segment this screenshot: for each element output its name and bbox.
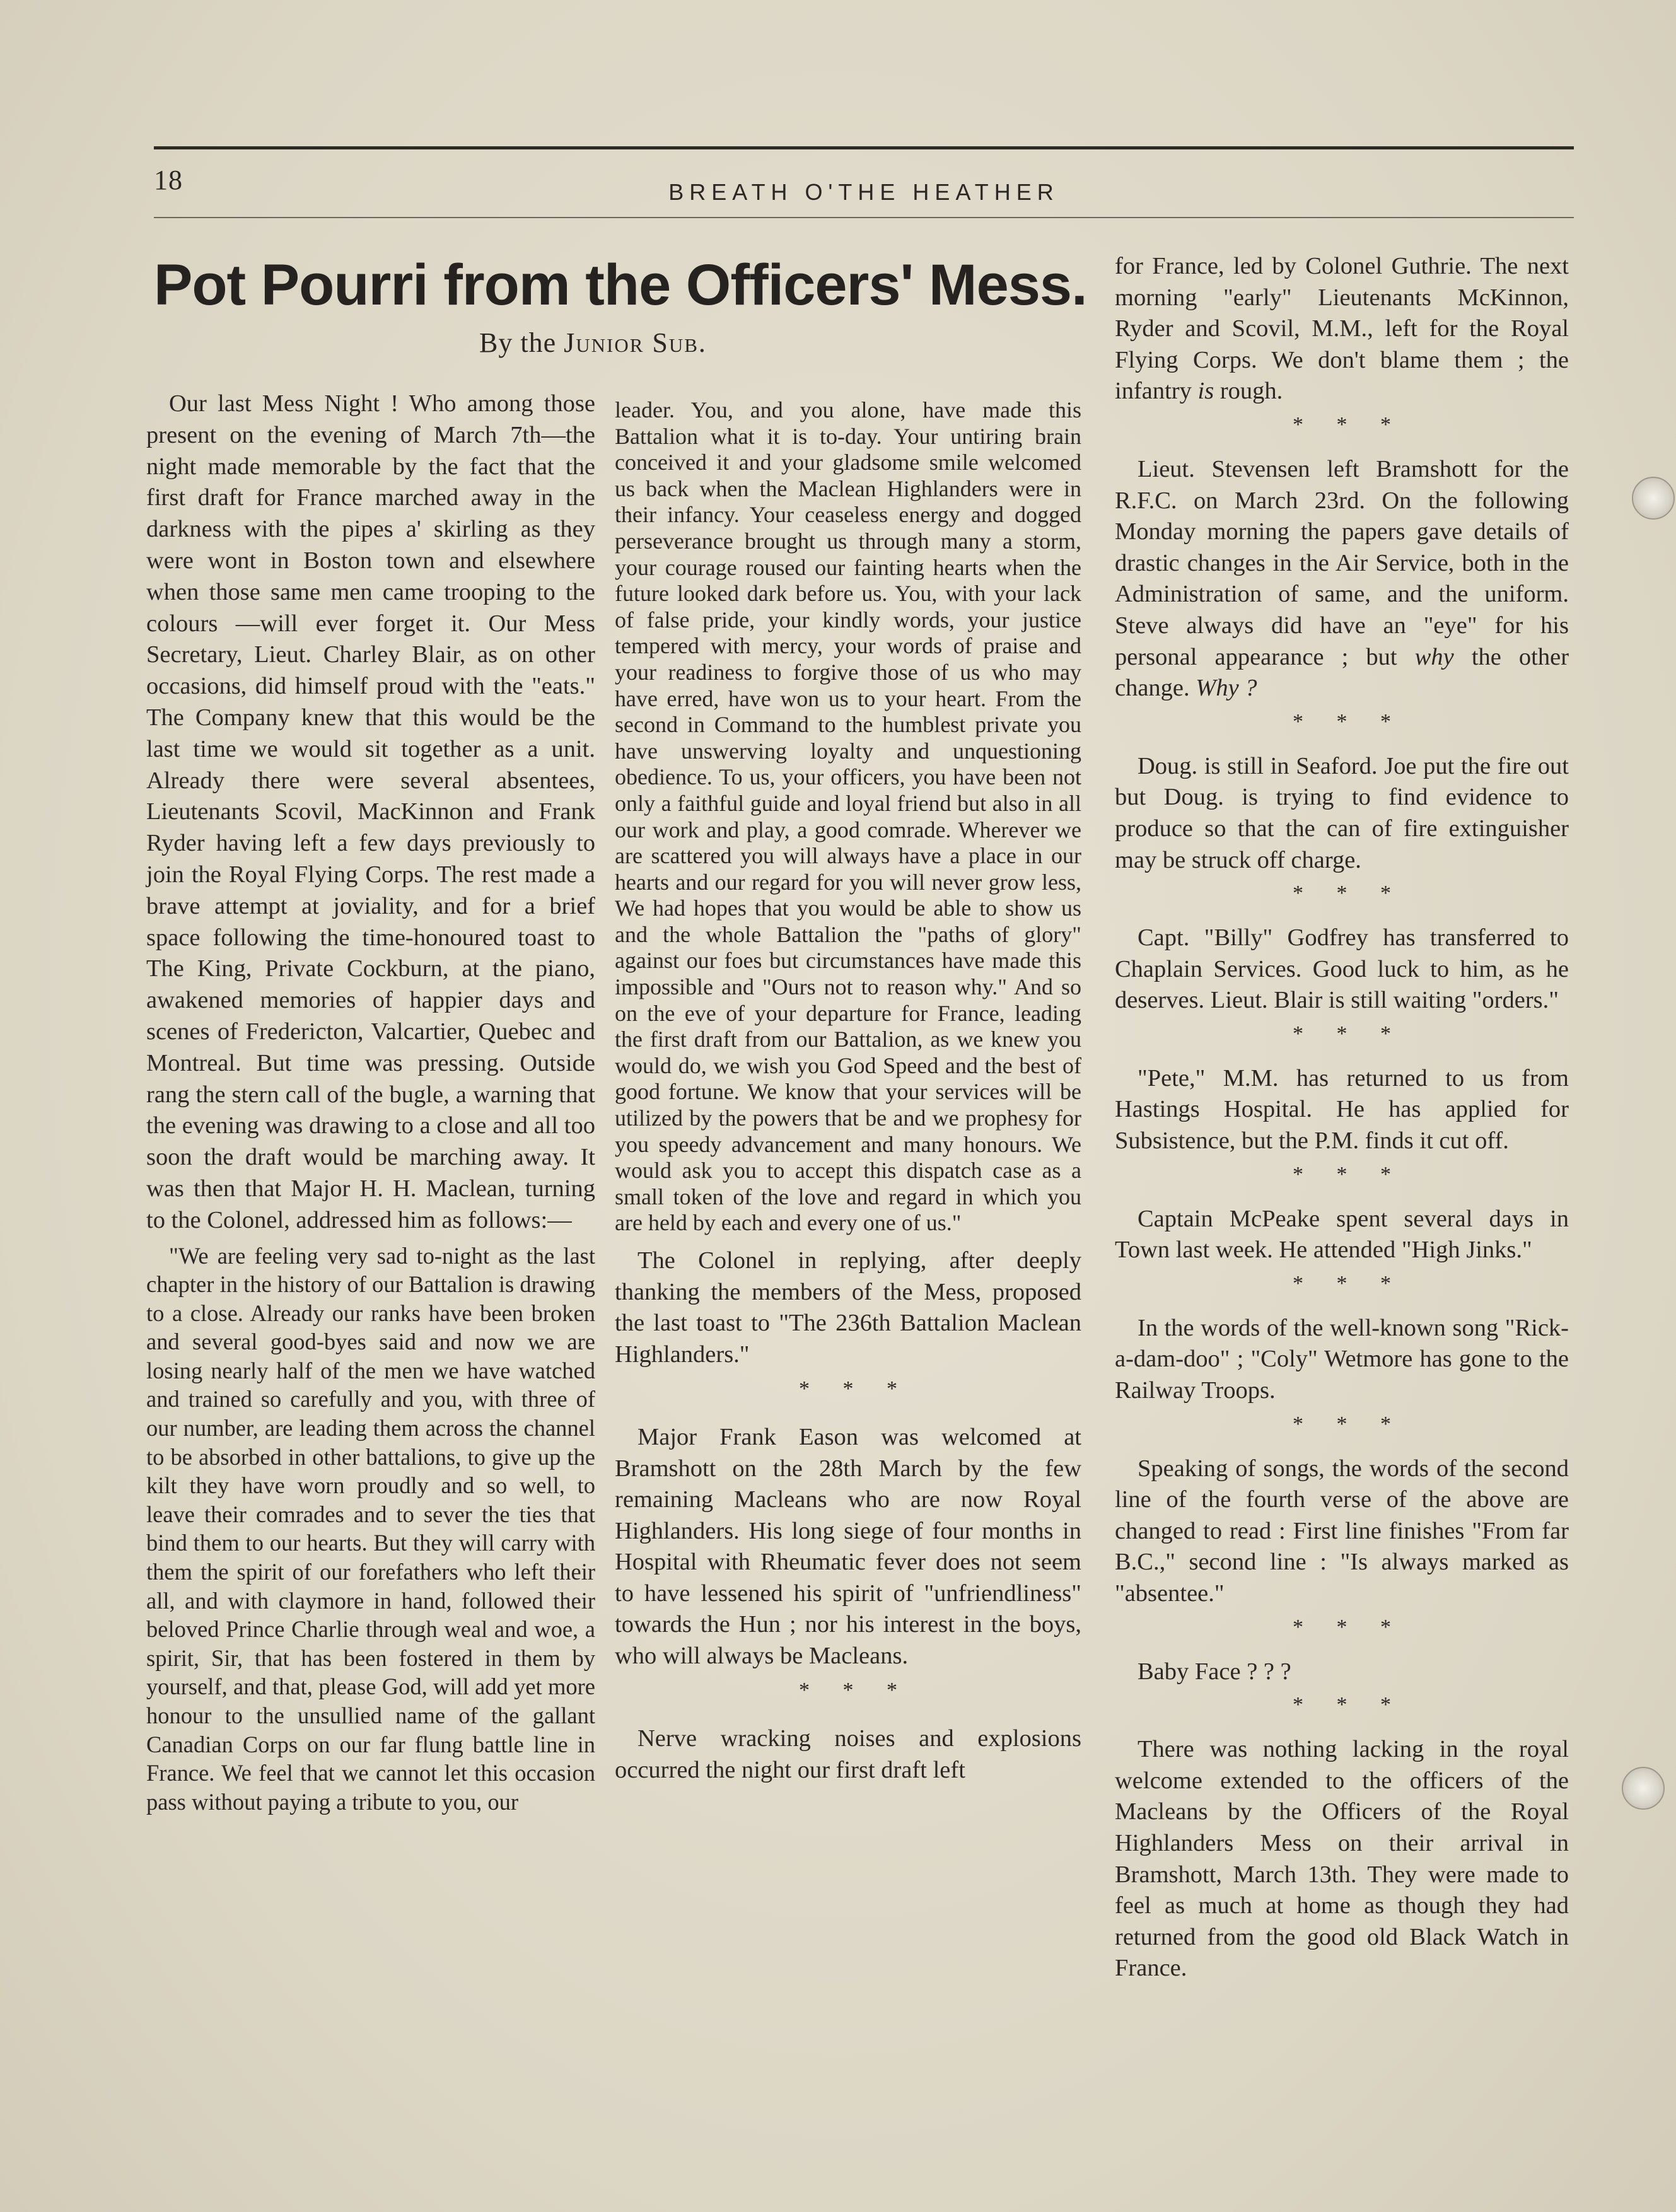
paragraph-godfrey: Capt. "Billy" Godfrey has transferred to Chaplain Services. Good luck to him, as he deserves. Lieut. Blair is still waiting "orders." xyxy=(1115,924,1569,1014)
byline-author: Junior Sub. xyxy=(564,327,707,358)
paragraph-nerve-wracking: Nerve wracking noises and explosions occurred the night our first draft left xyxy=(615,1725,1081,1783)
paragraph-colonel-guthrie xyxy=(1115,251,1569,407)
page-number: 18 xyxy=(154,165,183,195)
column-right xyxy=(1115,251,1569,1984)
text-span: for France, led by Colonel Guthrie. The next morning "early" Lieutenants McKinnon, Ryder and Scovil, M.M., left for the Royal Flying Corps. We don't blame them ; the infantry xyxy=(1115,253,1569,405)
column-middle xyxy=(615,397,1081,1786)
text-span: Lieut. Stevensen left Bramshott for the R.F.C. on March 23rd. On the following Monday morning the papers gave details of drastic changes in the Air Service, both in the Administration of same, and the uniform. Steve always did have an "eye" for his personal appearance ; but xyxy=(1115,455,1569,670)
section-separator: * * * xyxy=(1293,709,1405,733)
text-span: the other change. xyxy=(1115,643,1569,702)
running-head: BREATH O'THE HEATHER xyxy=(668,179,1059,205)
section-separator: * * * xyxy=(1293,1693,1405,1717)
header-divider xyxy=(154,217,1574,218)
section-separator: * * * xyxy=(1293,1162,1405,1186)
paragraph-colonel-reply: The Colonel in replying, after deeply thanking the members of the Mess, proposed the last toast to "The 236th Battalion Maclean Highlanders." xyxy=(615,1247,1081,1368)
emphasis: is xyxy=(1197,378,1214,405)
paragraph-songs: Speaking of songs, the words of the second line of the fourth verse of the above are changed to read : First line finishes "From far B.C.," second line : "Is always marked as "absentee." xyxy=(1115,1455,1569,1607)
binding-hole-icon xyxy=(1632,477,1675,520)
paragraph-baby-face: Baby Face ? ? ? xyxy=(1138,1658,1291,1685)
header-rule xyxy=(154,146,1574,149)
paragraph-address: "We are feeling very sad to-night as the last chapter in the history of our Battalion is drawing to a close. Already our ranks have been broken and several good-byes said and now we are losing nearly half of the men we have watched and trained so carefully and you, with three of our number, are leading them across the channel to be absorbed in other battalions, to give up the kilt they have worn proudly and so well, to leave their comrades and to sever the ties that bind them to our hearts. But they will carry with them the spirit of our forefathers who left their all, and with claymore in hand, followed their beloved Prince Charlie through weal and woe, a spirit, Sir, that has been fostered in them by yourself, and that, please God, will add yet more honour to the unsullied name of the gallant Canadian Corps on our far flung battle line in France. We feel that we cannot let this occasion pass without paying a tribute to you, our xyxy=(146,1242,595,1815)
paragraph-mess-night: Our last Mess Night ! Who among those present on the evening of March 7th—the night made memorable by the fact that the first draft for France marched away in the darkness with the pipes a' skirling as they were wont in Boston town and elsewhere when those same men came trooping to the colours —will ever forget it. Our Mess Secretary, Lieut. Charley Blair, as on other occasions, did himself proud with the "eats." The Company knew that this would be the last time we would sit together as a unit. Already there were several absentees, Lieutenants Scovil, MacKinnon and Frank Ryder having left a few days previously to join the Royal Flying Corps. The rest made a brave attempt at joviality, and for a brief space following the time-honoured toast to The King, Private Cockburn, at the piano, awakened memories of happier days and scenes of Fredericton, Valcartier, Quebec and Montreal. But time was pressing. Outside rang the stern call of the bugle, a warning that the evening was drawing to a close and all too soon the draft would be marching away. It was then that Major H. H. Maclean, turning to the Colonel, addressed him as follows:— xyxy=(146,390,595,1233)
byline-prefix: By the xyxy=(479,327,557,358)
byline xyxy=(479,327,707,359)
paragraph-stevensen xyxy=(1115,454,1569,704)
text-span: rough. xyxy=(1219,378,1283,405)
section-separator: * * * xyxy=(1293,1615,1405,1639)
column-left xyxy=(146,388,595,1816)
emphasis: Why ? xyxy=(1196,675,1257,702)
paragraph-royal-welcome: There was nothing lacking in the royal welcome extended to the officers of the Macleans by the Officers of the Royal Highlanders Mess on their arrival in Bramshott, March 13th. They were made to feel as much at home as though they had returned from the good old Black Watch in France. xyxy=(1115,1736,1569,1982)
paragraph-major-eason: Major Frank Eason was welcomed at Bramshott on the 28th March by the few remaining Macleans who are now Royal Highlanders. His long siege of four months in Hospital with Rheumatic fever does not seem to have lessened his spirit of "unfriendliness" towards the Hun ; nor his interest in the boys, who will always be Macleans. xyxy=(615,1424,1081,1669)
paragraph-mcpeake: Captain McPeake spent several days in Town last week. He attended "High Jinks." xyxy=(1115,1205,1569,1264)
paragraph-address-continued: leader. You, and you alone, have made this Battalion what it is to-day. Your untiring brain conceived it and your gladsome smile welcomed us back when the Maclean Highlanders were in their infancy. Your ceaseless energy and dogged perseverance brought us through many a storm, your courage roused our fainting hearts when the future looked dark before us. You, with your lack of false pride, your kindly words, your justice tempered with mercy, your words of praise and your readiness to forgive those of us who may have erred, have won us to your heart. From the second in Command to the humblest private you have unswerving loyalty and unquestioning obedience. To us, your officers, you have been not only a faithful guide and loyal friend but also in all our work and play, a good comrade. Wherever we are scattered you will always have a place in our hearts and our regard for you will never grow less, We had hopes that you would be able to show us and the whole Battalion the "paths of glory" against our foes but circumstances have made this impossible and "Ours not to reason why." And so on the eve of your departure for France, leading the first draft from our Battalion, as we knew you would do, we wish you God Speed and the best of good fortune. We know that your services will be utilized by the powers that be and we prophesy for you speedy advancement and many honours. We would ask you to accept this dispatch case as a small token of the love and regard in which you are held by each and every one of us." xyxy=(615,397,1081,1236)
binding-hole-icon xyxy=(1622,1767,1665,1810)
paragraph-rick-a-dam-doo: In the words of the well-known song "Rick-a-dam-doo" ; "Coly" Wetmore has gone to the Railway Troops. xyxy=(1115,1314,1569,1404)
section-separator: * * * xyxy=(799,1377,911,1400)
section-separator: * * * xyxy=(799,1679,911,1702)
article-title: Pot Pourri from the Officers' Mess. xyxy=(154,253,1087,317)
section-separator: * * * xyxy=(1293,882,1405,905)
section-separator: * * * xyxy=(1293,1271,1405,1295)
paragraph-pete: "Pete," M.M. has returned to us from Hastings Hospital. He has applied for Subsistence, but the P.M. finds it cut off. xyxy=(1115,1064,1569,1155)
section-separator: * * * xyxy=(1293,1022,1405,1045)
section-separator: * * * xyxy=(1293,1412,1405,1436)
emphasis: why xyxy=(1414,643,1454,670)
section-separator: * * * xyxy=(1293,412,1405,436)
paragraph-doug: Doug. is still in Seaford. Joe put the fire out but Doug. is trying to find evidence to produce so that the can of fire extinguisher may be struck off charge. xyxy=(1115,752,1569,873)
